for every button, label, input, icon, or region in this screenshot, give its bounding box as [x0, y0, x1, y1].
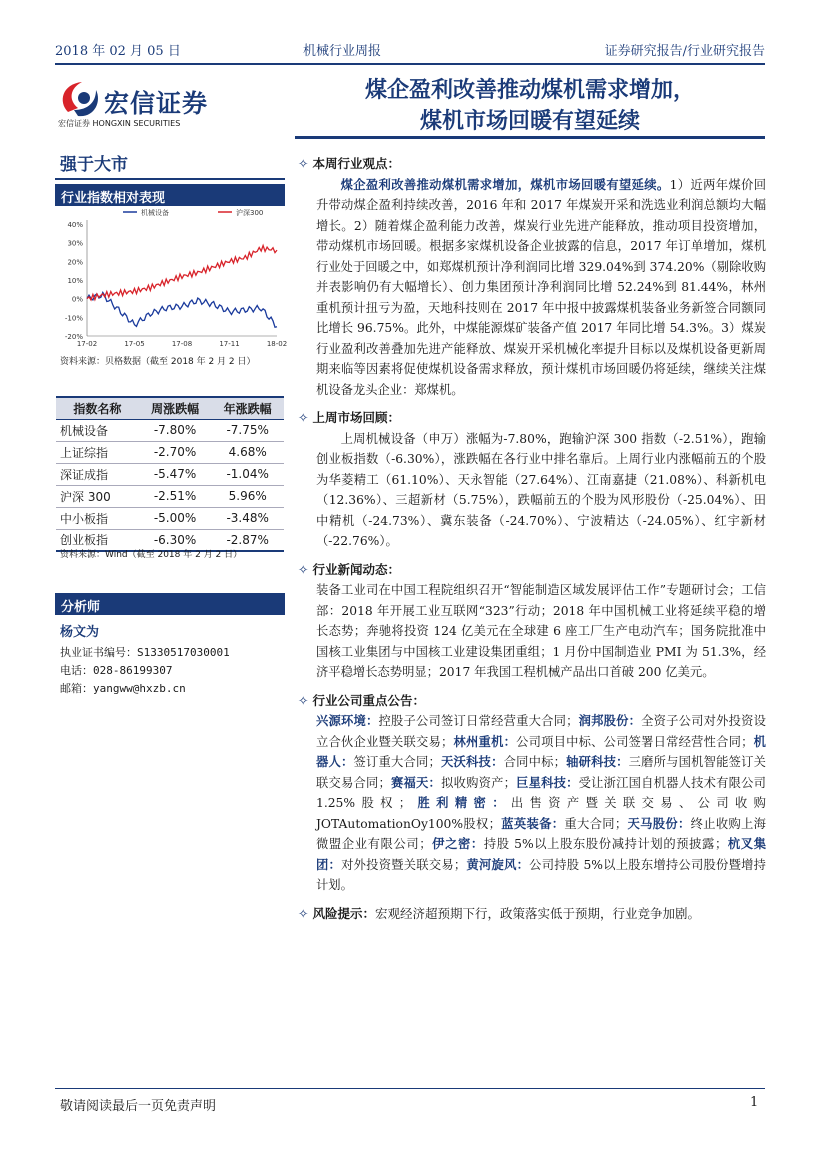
table-row: [56, 419, 284, 441]
x-tick-label: 17-08: [171, 340, 193, 348]
analyst-header: 分析师: [55, 593, 285, 615]
announcement-company: 润邦股份：: [578, 714, 642, 728]
news-heading: 行业新闻动态：: [312, 561, 400, 577]
x-tick-label: 17-11: [219, 340, 240, 348]
legend-label: 机械设备: [141, 209, 169, 217]
announcement-company: 天马股份：: [627, 816, 691, 831]
diamond-icon: ✧: [298, 156, 309, 171]
announcement-text: 拟收购资产；: [441, 775, 516, 790]
report-title: [295, 75, 765, 137]
table-cell: -2.87%: [211, 529, 284, 551]
analyst-info: [60, 624, 230, 698]
report-type: 机械行业周报: [303, 44, 382, 59]
table-cell: 创业板指: [56, 529, 139, 551]
announcement-text: 终止收购上海微盟企业有限公司；: [316, 816, 766, 851]
y-tick-label: -10%: [64, 314, 83, 323]
risk-heading: 风险提示：: [312, 905, 375, 921]
view-lead: 煤企盈利改善推动煤机需求增加，煤机市场回暖有望延续。: [340, 177, 670, 192]
view-heading: 本周行业观点：: [312, 156, 400, 171]
rating-divider: [55, 178, 285, 180]
table-cell: -7.80%: [139, 419, 212, 441]
y-tick-label: 10%: [67, 277, 83, 285]
analyst-phone: 电话：028-86199307: [60, 664, 173, 677]
footer-disclaimer: 敬请阅读最后一页免责声明: [60, 1099, 217, 1114]
announcement-text: 重大合同；: [564, 816, 628, 831]
announcement-company: 赛福天：: [390, 775, 442, 790]
analyst-email: 邮箱：yangww@hxzb.cn: [60, 682, 186, 695]
table-row: [56, 463, 284, 485]
view-body: 1）近两年煤价回升带动煤企盈利持续改善，2016 年和 2017 年煤炭开采和洗选业利润总额均大幅增长。2）随着煤企盈利能力改善，煤炭行业先进产能释放，推动项目投资增加，带动煤机市场回暖。根据多家煤机设备企业披露的信息，2017 年订单增加，煤机行业处于回暖之中，如郑煤机预计净利润同比增 329.04%到 374.20%（剔除收购并表影响仍有大幅增长）、创力集团预计净利润同比增 52.24%到 81.44%，林州重机预计扭亏为盈，天地科技则在 2017 年中报中披露煤机装备业务新签合同额同比增长 96.75%。此外，中煤能源煤矿装备产值 2017 年同比增 54.3%。3）煤炭行业盈利改善叠加先进产能释放、煤炭开采机械化率提升目标以及煤机设备更新周期来临等因素将促使煤机设备需求释放，预计煤机市场回暖仍将延续，继续关注煤机设备龙头企业：郑煤机。: [316, 177, 766, 397]
section-risk: [298, 904, 766, 925]
y-tick-label: 30%: [67, 239, 83, 248]
diamond-icon: ✧: [298, 561, 309, 577]
table-cell: 沪深 300: [56, 485, 139, 507]
announcement-text: 对外投资暨关联交易；: [341, 857, 467, 872]
relative-performance-chart: [55, 206, 288, 354]
announcement-company: 轴研科技：: [565, 755, 629, 769]
announcement-text: 签订重大合同；: [353, 755, 441, 769]
x-tick-label: 18-02: [266, 340, 288, 348]
table-cell: -2.51%: [139, 485, 212, 507]
section-market: [298, 408, 766, 552]
table-cell: 4.68%: [211, 441, 284, 463]
table-cell: 上证综指: [56, 441, 139, 463]
news-body: 装备工业司在中国工程院组织召开“智能制造区域发展评估工作”专题研讨会；工信部：2018 年开展工业互联网“323”行动；2018 年中国机械工业将延续平稳的增长态势；奔驰将投资 124 亿美元在全球建 6 座工厂生产电动汽车；国务院批准中国核工业集团与中国核工业建设集团重组；1 月份中国制造业 PMI 为 51.3%，经济平稳增长态势明显；2017 年我国工程机械产品出口首破 200 亿美元。: [316, 583, 766, 679]
logo-en: 宏信证券 HONGXIN SECURITIES: [58, 119, 181, 128]
risk-body: 宏观经济超预期下行，政策落实低于预期，行业竞争加剧。: [375, 905, 701, 921]
announcement-text: 三磨所与国机智能签订关联交易合同；: [316, 755, 766, 790]
announcement-text: 持股 5%以上股东股份减持计划的预披露；: [483, 837, 728, 851]
x-tick-label: 17-05: [124, 340, 145, 348]
x-tick-label: 17-02: [76, 340, 98, 348]
market-body: 上周机械设备（申万）涨幅为-7.80%，跑输沪深 300 指数（-2.51%），跑输创业板指数（-6.30%），涨跌幅在各行业中排名靠后。上周行业内涨幅前五的个股为华菱精工（61.10%）、天永智能（27.64%）、江南嘉捷（21.08%）、科新机电（12.36%）、三超新材（5.75%），跌幅前五的个股为风形股份（-25.04%）、田中精机（-24.73%）、冀东装备（-24.70%）、宁波精达（-24.05%）、红宇新材（-22.76%）。: [316, 431, 766, 548]
announcement-company: 蓝英装备：: [500, 816, 565, 831]
y-tick-label: -20%: [64, 333, 83, 341]
diamond-icon: ✧: [298, 905, 309, 921]
section-view: [298, 154, 766, 400]
page-header: [55, 40, 765, 60]
announcement-company: 天沃科技：: [440, 755, 504, 769]
chart-source: 资料来源：贝格数据（截至 2018 年 2 月 2 日）: [60, 357, 256, 367]
title-line-2: 煤机市场回暖有望延续: [419, 109, 640, 134]
table-cell: -6.30%: [139, 529, 212, 551]
announcement-company: 机器人：: [316, 734, 766, 769]
table-row: [56, 485, 284, 507]
announcement-company: 兴源环境：: [316, 714, 379, 728]
industry-rating: 强于大市: [60, 155, 128, 175]
table-cell: 机械设备: [56, 419, 139, 441]
announcement-text: 公司持股 5%以上股东增持公司股份暨增持计划。: [316, 857, 766, 892]
announcement-text: 公司项目中标、公司签署日常经营性合同；: [516, 734, 754, 749]
table-header-2: 年涨跌幅: [211, 397, 284, 419]
table-cell: -3.48%: [211, 507, 284, 529]
header-divider: [55, 63, 765, 65]
announcement-text: 合同中标；: [503, 755, 566, 769]
analyst-cert: 执业证书编号：S1330517030001: [60, 646, 230, 659]
legend-label: 沪深300: [236, 209, 264, 217]
table-row: [56, 441, 284, 463]
announcement-company: 胜利精密：: [411, 796, 511, 810]
company-logo: [56, 74, 236, 134]
market-heading: 上周市场回顾：: [312, 410, 400, 425]
table-cell: 5.96%: [211, 485, 284, 507]
analyst-name: 杨文为: [60, 625, 100, 640]
diamond-icon: ✧: [298, 410, 309, 425]
table-row: [56, 507, 284, 529]
report-category: 证券研究报告/行业研究报告: [604, 44, 765, 59]
report-date: 2018 年 02 月 05 日: [55, 44, 181, 59]
main-content: [298, 150, 766, 924]
announcement-company: 杭叉集团：: [316, 837, 766, 872]
diamond-icon: ✧: [298, 692, 309, 708]
series-line-0: [87, 292, 277, 327]
announcement-text: 控股子公司签订日常经营重大合同；: [378, 714, 579, 728]
page-number: 1: [750, 1095, 759, 1110]
announcement-company: 黄河旋风：: [466, 857, 530, 872]
table-cell: 深证成指: [56, 463, 139, 485]
table-cell: 中小板指: [56, 507, 139, 529]
table-cell: -5.47%: [139, 463, 212, 485]
index-table: [56, 396, 284, 552]
announcements-body: [298, 711, 766, 896]
table-cell: -1.04%: [211, 463, 284, 485]
announcement-company: 伊之密：: [431, 837, 484, 851]
table-cell: -2.70%: [139, 441, 212, 463]
y-tick-label: 20%: [67, 258, 83, 267]
table-header-0: 指数名称: [56, 397, 139, 419]
logo-mark-icon: [56, 76, 106, 122]
announcement-text: 出售资产暨关联交易、公司收购 JOTAutomationOy100%股权；: [316, 796, 766, 831]
section-announcements: [298, 691, 766, 896]
table-header-1: 周涨跌幅: [139, 397, 212, 419]
y-tick-label: 0%: [71, 295, 83, 304]
announcement-company: 林州重机：: [453, 734, 517, 749]
table-source: 资料来源：Wind（截至 2018 年 2 月 2 日）: [60, 550, 243, 560]
section-news: [298, 560, 766, 683]
announcement-text: 受让浙江国自机器人技术有限公司 1.25%股权；: [316, 775, 766, 810]
footer-divider: [55, 1088, 765, 1089]
logo-cn: 宏信证券: [104, 89, 209, 118]
table-cell: -5.00%: [139, 507, 212, 529]
title-line-1: 煤企盈利改善推动煤机需求增加，: [364, 78, 695, 103]
series-line-1: [87, 246, 277, 301]
announcement-company: 巨星科技：: [515, 775, 579, 790]
chart-header: 行业指数相对表现: [55, 184, 285, 206]
announcement-text: 全资子公司对外投资设立合伙企业暨关联交易；: [316, 714, 766, 749]
announcements-heading: 行业公司重点公告：: [312, 692, 425, 708]
y-tick-label: 40%: [67, 221, 83, 229]
title-divider: [295, 136, 765, 139]
table-cell: -7.75%: [211, 419, 284, 441]
